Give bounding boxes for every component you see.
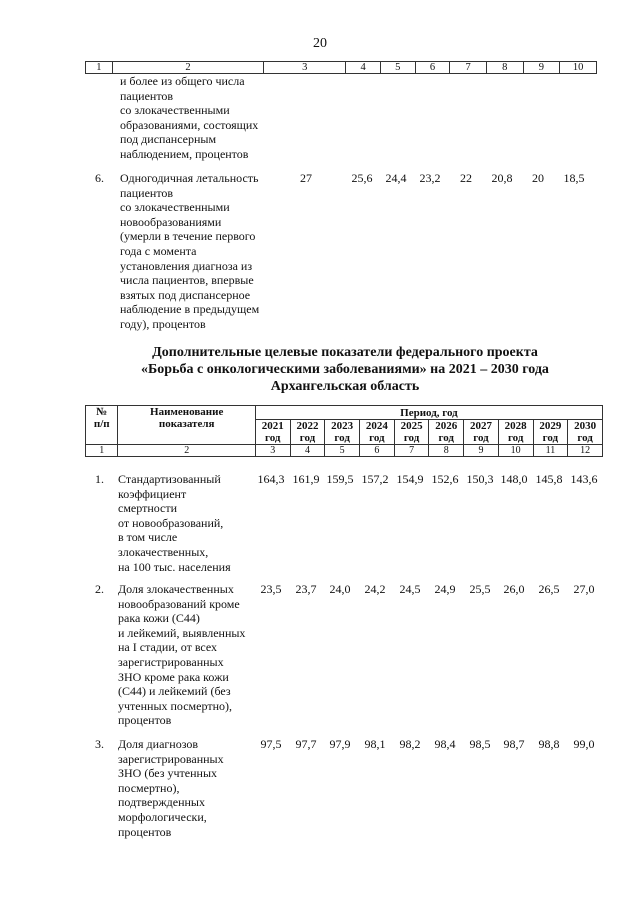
value-cell: 24,5 bbox=[399, 582, 421, 596]
col-number: 8 bbox=[486, 62, 523, 74]
value-cell: 148,0 bbox=[500, 472, 528, 486]
col-number: 9 bbox=[523, 62, 560, 74]
value-cell: 25,6 bbox=[351, 171, 373, 185]
header-year: 2024 год bbox=[360, 420, 395, 445]
value-cell: 24,4 bbox=[385, 171, 407, 185]
value-cell: 157,2 bbox=[361, 472, 389, 486]
value-cell: 25,5 bbox=[469, 582, 491, 596]
value-cell: 24,0 bbox=[329, 582, 351, 596]
col-number: 7 bbox=[450, 62, 487, 74]
header-year: 2029 год bbox=[533, 420, 568, 445]
value-cell: 159,5 bbox=[326, 472, 354, 486]
row-number: 2. bbox=[95, 582, 104, 596]
col-number: 6 bbox=[360, 445, 395, 457]
header-year: 2025 год bbox=[394, 420, 429, 445]
col-number: 5 bbox=[325, 445, 360, 457]
row-number: 6. bbox=[95, 171, 104, 185]
header-year: 2026 год bbox=[429, 420, 464, 445]
value-cell: 98,4 bbox=[434, 737, 456, 751]
col-number: 2 bbox=[112, 62, 263, 74]
header-year: 2028 год bbox=[498, 420, 533, 445]
value-cell: 97,9 bbox=[329, 737, 351, 751]
top-table-header bbox=[85, 61, 597, 74]
col-number: 4 bbox=[346, 62, 381, 74]
header-indicator-name: Наименование показателя bbox=[118, 406, 255, 445]
col-number: 2 bbox=[118, 445, 255, 457]
value-cell: 23,2 bbox=[419, 171, 441, 185]
col-number: 3 bbox=[264, 62, 346, 74]
continued-row-text: и более из общего числа пациентов со злокачественными образованиями, состоящих под диспансерным наблюдением, процентов bbox=[120, 74, 259, 161]
column-number-row bbox=[86, 62, 597, 74]
value-cell: 98,5 bbox=[469, 737, 491, 751]
value-cell: 98,8 bbox=[538, 737, 560, 751]
col-number: 3 bbox=[255, 445, 290, 457]
section-title: Дополнительные целевые показатели федерального проекта «Борьба с онкологическими заболеваниями» на 2021 – 2030 года Архангельская область bbox=[141, 345, 549, 394]
value-cell: 145,8 bbox=[535, 472, 563, 486]
header-year: 2027 год bbox=[464, 420, 499, 445]
row-number: 1. bbox=[95, 472, 104, 486]
value-cell: 161,9 bbox=[292, 472, 320, 486]
col-number: 10 bbox=[560, 62, 597, 74]
col-number: 8 bbox=[429, 445, 464, 457]
value-cell: 24,9 bbox=[434, 582, 456, 596]
col-number: 10 bbox=[498, 445, 533, 457]
value-cell: 24,2 bbox=[364, 582, 386, 596]
value-cell: 27,0 bbox=[573, 582, 595, 596]
col-number: 1 bbox=[86, 445, 118, 457]
col-number: 6 bbox=[415, 62, 450, 74]
indicator-name: Доля диагнозов зарегистрированных ЗНО (без учтенных посмертно), подтвержденных морфологически, процентов bbox=[118, 737, 224, 839]
header-number: № п/п bbox=[86, 406, 118, 445]
header-year: 2021 год bbox=[255, 420, 290, 445]
value-cell: 143,6 bbox=[570, 472, 598, 486]
indicator-name: Доля злокачественных новообразований кроме рака кожи (С44) и лейкемий, выявленных на I стадии, от всех зарегистрированных ЗНО кроме рака кожи (С44) и лейкемий (без учтенных посмертно), процентов bbox=[118, 582, 246, 728]
header-year: 2030 год bbox=[568, 420, 603, 445]
indicators-table-header bbox=[85, 405, 603, 457]
header-year: 2023 год bbox=[325, 420, 360, 445]
value-cell: 97,7 bbox=[295, 737, 317, 751]
value-cell: 20,8 bbox=[491, 171, 513, 185]
header-period: Период, год bbox=[255, 406, 602, 420]
col-number: 4 bbox=[290, 445, 325, 457]
col-number: 7 bbox=[394, 445, 429, 457]
row-number: 3. bbox=[95, 737, 104, 751]
value-cell: 18,5 bbox=[563, 171, 585, 185]
value-cell: 26,5 bbox=[538, 582, 560, 596]
indicator-name: Стандартизованный коэффициент смертности от новообразований, в том числе злокачественных, на 100 тыс. населения bbox=[118, 472, 231, 574]
value-cell: 98,1 bbox=[364, 737, 386, 751]
value-cell: 98,7 bbox=[503, 737, 525, 751]
col-number: 12 bbox=[568, 445, 603, 457]
value-cell: 152,6 bbox=[431, 472, 459, 486]
column-number-row bbox=[86, 445, 603, 457]
value-cell: 27 bbox=[300, 171, 312, 185]
value-cell: 98,2 bbox=[399, 737, 421, 751]
col-number: 1 bbox=[86, 62, 113, 74]
value-cell: 20 bbox=[532, 171, 544, 185]
value-cell: 150,3 bbox=[466, 472, 494, 486]
indicator-name: Одногодичная летальность пациентов со злокачественными новообразованиями (умерли в течение первого года с момента установления диагноза из числа пациентов, впервые взятых под диспансерное наблюдение в предыдущем году), процентов bbox=[120, 171, 260, 331]
value-cell: 97,5 bbox=[260, 737, 282, 751]
value-cell: 22 bbox=[460, 171, 472, 185]
col-number: 11 bbox=[533, 445, 568, 457]
header-year: 2022 год bbox=[290, 420, 325, 445]
value-cell: 26,0 bbox=[503, 582, 525, 596]
value-cell: 23,7 bbox=[295, 582, 317, 596]
page-number: 20 bbox=[313, 36, 327, 51]
value-cell: 99,0 bbox=[573, 737, 595, 751]
value-cell: 23,5 bbox=[260, 582, 282, 596]
col-number: 5 bbox=[380, 62, 415, 74]
value-cell: 164,3 bbox=[257, 472, 285, 486]
value-cell: 154,9 bbox=[396, 472, 424, 486]
col-number: 9 bbox=[464, 445, 499, 457]
